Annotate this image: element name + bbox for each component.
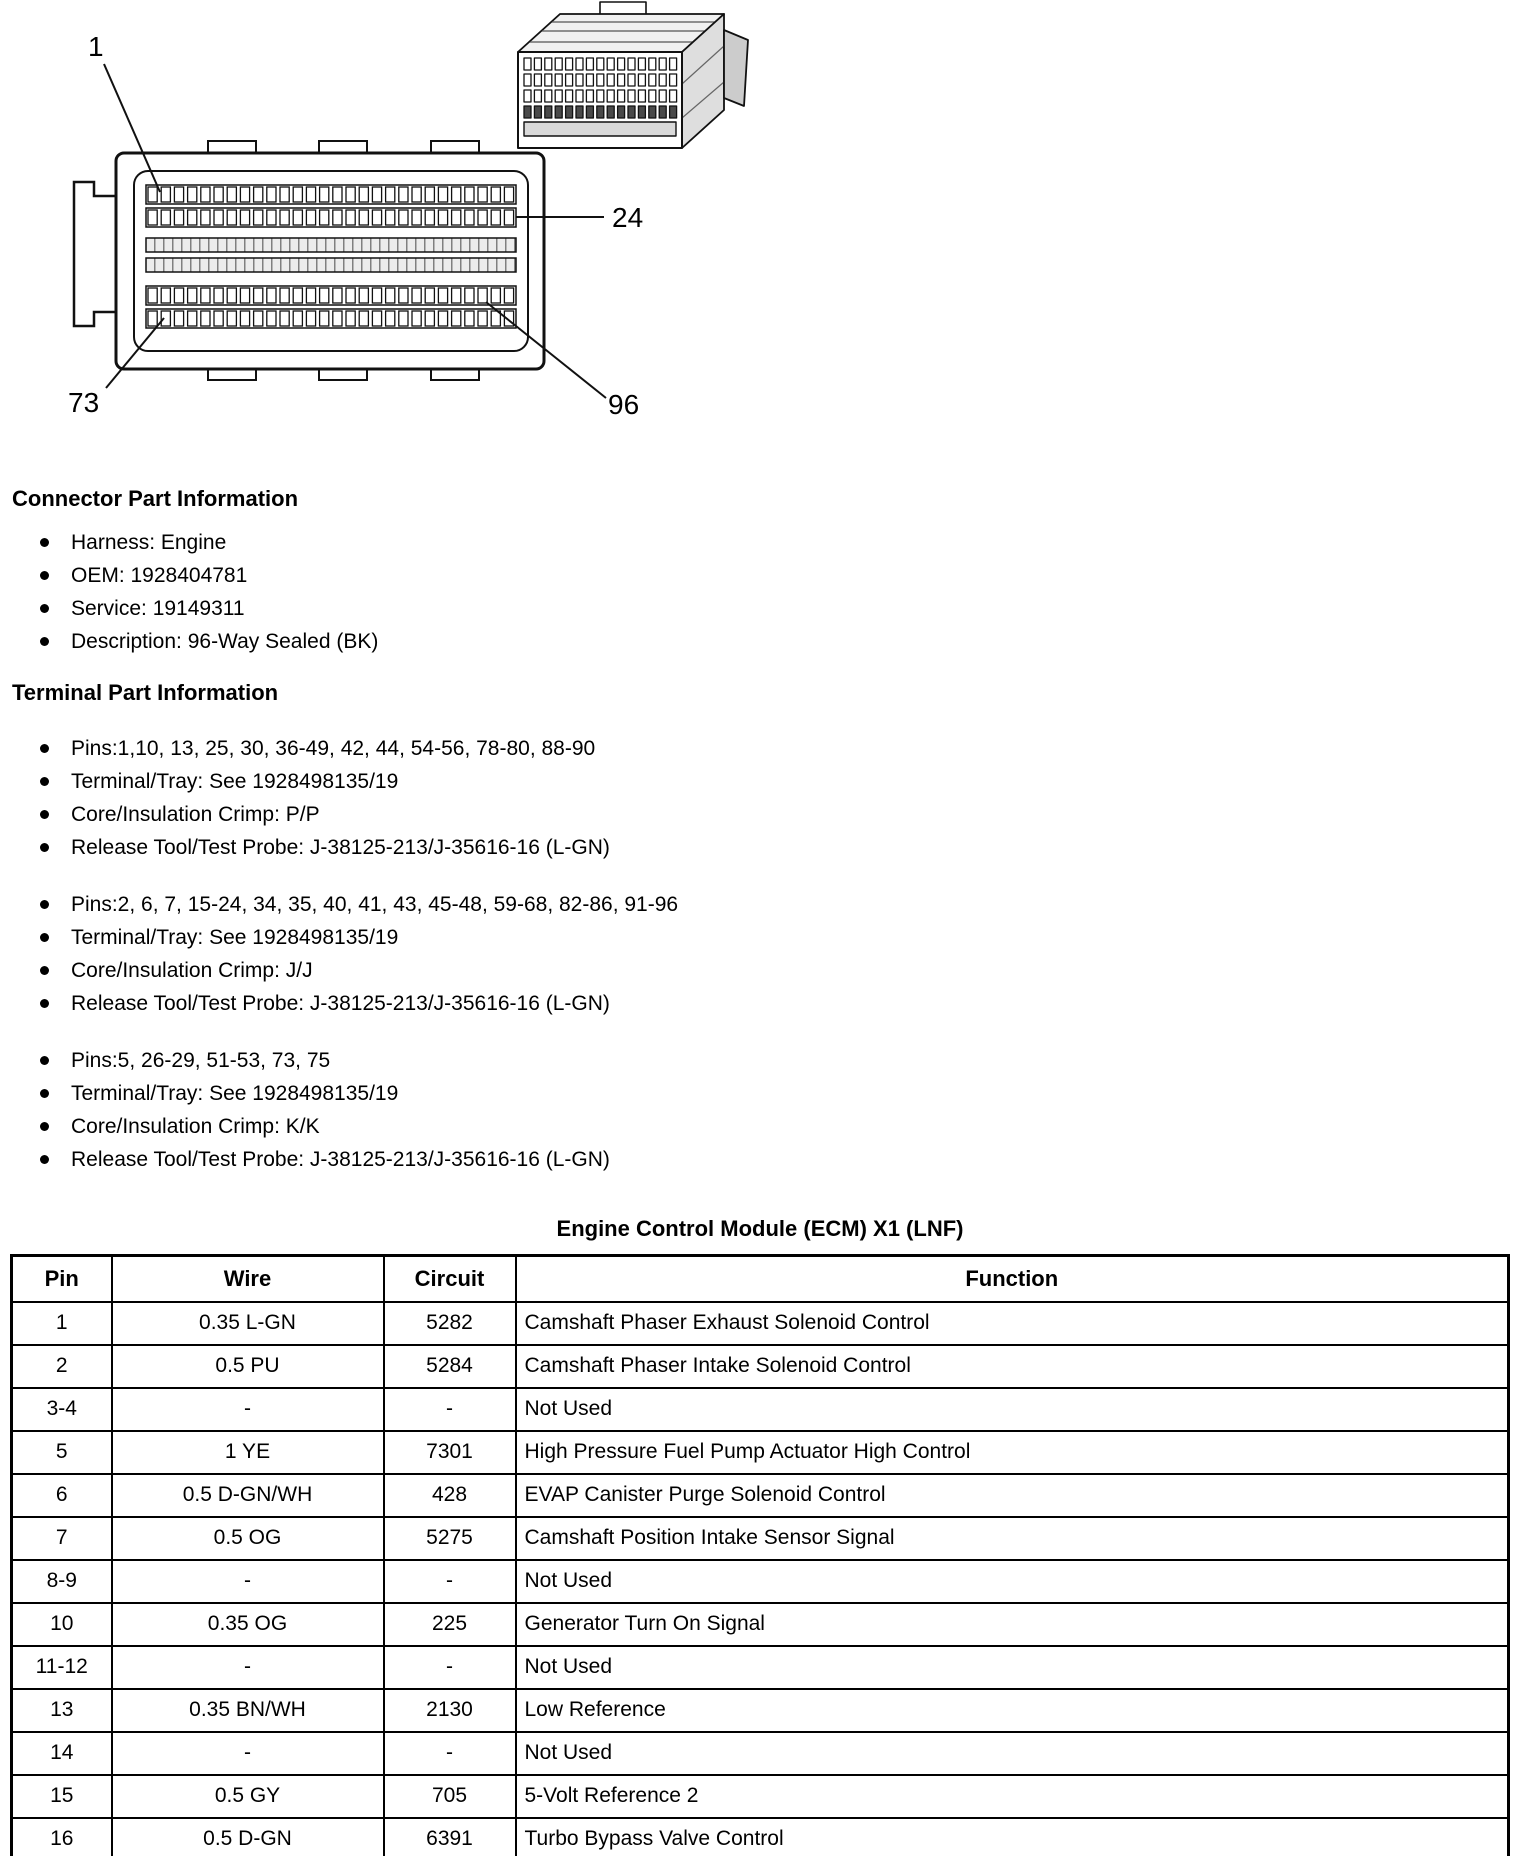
cell-wire: 0.5 D-GN (112, 1818, 384, 1856)
table-row (12, 1818, 1509, 1856)
cell-circuit: 5284 (384, 1345, 516, 1388)
cell-function: Turbo Bypass Valve Control (516, 1818, 1509, 1856)
cell-pin: 14 (12, 1732, 112, 1775)
list-item-text: Release Tool/Test Probe: J-38125-213/J-35616-16 (L-GN) (71, 1147, 610, 1171)
list-item-text: Terminal/Tray: See 1928498135/19 (71, 769, 399, 793)
list-item (10, 1110, 1510, 1143)
pin-table-body (12, 1302, 1509, 1856)
connector-face-view (74, 141, 544, 380)
cell-function: Not Used (516, 1560, 1509, 1603)
list-item (10, 1077, 1510, 1110)
bullet-icon (40, 744, 49, 753)
list-item-text: Pins:5, 26-29, 51-53, 73, 75 (71, 1048, 331, 1072)
list-item (10, 921, 1510, 954)
bullet-icon (40, 777, 49, 786)
cell-function: Not Used (516, 1732, 1509, 1775)
list-item-text: Core/Insulation Crimp: J/J (71, 958, 313, 982)
list-item-text: Core/Insulation Crimp: K/K (71, 1114, 320, 1138)
list-item (10, 625, 1510, 658)
terminal-group-2 (10, 888, 1510, 1020)
table-header-row (12, 1256, 1509, 1302)
col-header-function: Function (516, 1256, 1509, 1302)
connector-diagram (10, 0, 770, 470)
cell-function: EVAP Canister Purge Solenoid Control (516, 1474, 1509, 1517)
cell-pin: 5 (12, 1431, 112, 1474)
list-item (10, 1143, 1510, 1176)
list-item-text: Release Tool/Test Probe: J-38125-213/J-35616-16 (L-GN) (71, 835, 610, 859)
list-item-text: Terminal/Tray: See 1928498135/19 (71, 1081, 399, 1105)
list-item (10, 954, 1510, 987)
cell-function: 5-Volt Reference 2 (516, 1775, 1509, 1818)
pin-label-24: 24 (612, 202, 644, 233)
bullet-icon (40, 604, 49, 613)
list-item-text: Release Tool/Test Probe: J-38125-213/J-35616-16 (L-GN) (71, 991, 610, 1015)
bullet-icon (40, 571, 49, 580)
terminal-info-heading: Terminal Part Information (12, 680, 279, 705)
cell-pin: 8-9 (12, 1560, 112, 1603)
terminal-group-3 (10, 1044, 1510, 1176)
table-row (12, 1560, 1509, 1603)
list-item (10, 831, 1510, 864)
cell-wire: - (112, 1646, 384, 1689)
list-item-text: Pins:1,10, 13, 25, 30, 36-49, 42, 44, 54-56, 78-80, 88-90 (71, 736, 596, 760)
cell-circuit: 7301 (384, 1431, 516, 1474)
bullet-icon (40, 999, 49, 1008)
cell-wire: 0.35 BN/WH (112, 1689, 384, 1732)
cell-function: Not Used (516, 1646, 1509, 1689)
list-item-text: Core/Insulation Crimp: P/P (71, 802, 320, 826)
cell-wire: 0.5 GY (112, 1775, 384, 1818)
col-header-wire: Wire (112, 1256, 384, 1302)
bullet-icon (40, 810, 49, 819)
col-header-circuit: Circuit (384, 1256, 516, 1302)
list-item-text: OEM: 1928404781 (71, 563, 248, 587)
list-item (10, 559, 1510, 592)
list-item (10, 888, 1510, 921)
table-title: Engine Control Module (ECM) X1 (LNF) (556, 1216, 964, 1241)
cell-circuit: 225 (384, 1603, 516, 1646)
cell-circuit: - (384, 1388, 516, 1431)
list-item-text: Service: 19149311 (71, 596, 245, 620)
cell-wire: 0.5 OG (112, 1517, 384, 1560)
cell-wire: 0.5 D-GN/WH (112, 1474, 384, 1517)
list-item-text: Description: 96-Way Sealed (BK) (71, 629, 379, 653)
pin-label-73: 73 (68, 387, 100, 418)
bullet-icon (40, 1056, 49, 1065)
cell-pin: 15 (12, 1775, 112, 1818)
list-item (10, 592, 1510, 625)
cell-circuit: - (384, 1732, 516, 1775)
bullet-icon (40, 1089, 49, 1098)
bullet-icon (40, 538, 49, 547)
bullet-icon (40, 933, 49, 942)
table-row (12, 1775, 1509, 1818)
bullet-icon (40, 1155, 49, 1164)
cell-circuit: 5282 (384, 1302, 516, 1345)
col-header-pin: Pin (12, 1256, 112, 1302)
terminal-group-1 (10, 732, 1510, 864)
cell-wire: 0.5 PU (112, 1345, 384, 1388)
list-item (10, 732, 1510, 765)
cell-pin: 7 (12, 1517, 112, 1560)
cell-pin: 11-12 (12, 1646, 112, 1689)
cell-pin: 2 (12, 1345, 112, 1388)
bullet-icon (40, 900, 49, 909)
list-item (10, 1044, 1510, 1077)
cell-pin: 3-4 (12, 1388, 112, 1431)
connector-info-list (10, 526, 1510, 658)
list-item (10, 987, 1510, 1020)
cell-function: Camshaft Position Intake Sensor Signal (516, 1517, 1509, 1560)
table-row (12, 1388, 1509, 1431)
list-item (10, 765, 1510, 798)
mount-bracket (74, 182, 118, 326)
table-row (12, 1345, 1509, 1388)
table-row (12, 1431, 1509, 1474)
cell-pin: 13 (12, 1689, 112, 1732)
cell-circuit: 705 (384, 1775, 516, 1818)
cell-wire: 0.35 L-GN (112, 1302, 384, 1345)
cell-wire: 0.35 OG (112, 1603, 384, 1646)
bullet-icon (40, 1122, 49, 1131)
bullet-icon (40, 966, 49, 975)
list-item (10, 798, 1510, 831)
cell-function: Low Reference (516, 1689, 1509, 1732)
table-row (12, 1646, 1509, 1689)
cell-wire: 1 YE (112, 1431, 384, 1474)
cell-wire: - (112, 1388, 384, 1431)
list-item-text: Pins:2, 6, 7, 15-24, 34, 35, 40, 41, 43, 45-48, 59-68, 82-86, 91-96 (71, 892, 679, 916)
pin-label-96: 96 (608, 389, 640, 420)
pin-table (10, 1254, 1510, 1856)
cell-pin: 6 (12, 1474, 112, 1517)
cell-circuit: 5275 (384, 1517, 516, 1560)
pin-label-1: 1 (88, 31, 104, 62)
cell-circuit: 428 (384, 1474, 516, 1517)
table-row (12, 1689, 1509, 1732)
cell-circuit: 2130 (384, 1689, 516, 1732)
cell-wire: - (112, 1732, 384, 1775)
cell-circuit: - (384, 1646, 516, 1689)
connector-info-heading: Connector Part Information (12, 486, 299, 511)
cell-function: Not Used (516, 1388, 1509, 1431)
cell-function: Camshaft Phaser Exhaust Solenoid Control (516, 1302, 1509, 1345)
cell-circuit: 6391 (384, 1818, 516, 1856)
cell-circuit: - (384, 1560, 516, 1603)
bullet-icon (40, 843, 49, 852)
list-item (10, 526, 1510, 559)
cell-function: Camshaft Phaser Intake Solenoid Control (516, 1345, 1509, 1388)
cell-function: Generator Turn On Signal (516, 1603, 1509, 1646)
list-item-text: Harness: Engine (71, 530, 227, 554)
cell-pin: 1 (12, 1302, 112, 1345)
cell-wire: - (112, 1560, 384, 1603)
connector-3d-view (518, 2, 748, 148)
table-row (12, 1517, 1509, 1560)
cell-pin: 10 (12, 1603, 112, 1646)
table-row (12, 1474, 1509, 1517)
cell-function: High Pressure Fuel Pump Actuator High Control (516, 1431, 1509, 1474)
cell-pin: 16 (12, 1818, 112, 1856)
table-row (12, 1603, 1509, 1646)
table-row (12, 1732, 1509, 1775)
bullet-icon (40, 637, 49, 646)
list-item-text: Terminal/Tray: See 1928498135/19 (71, 925, 399, 949)
table-row (12, 1302, 1509, 1345)
